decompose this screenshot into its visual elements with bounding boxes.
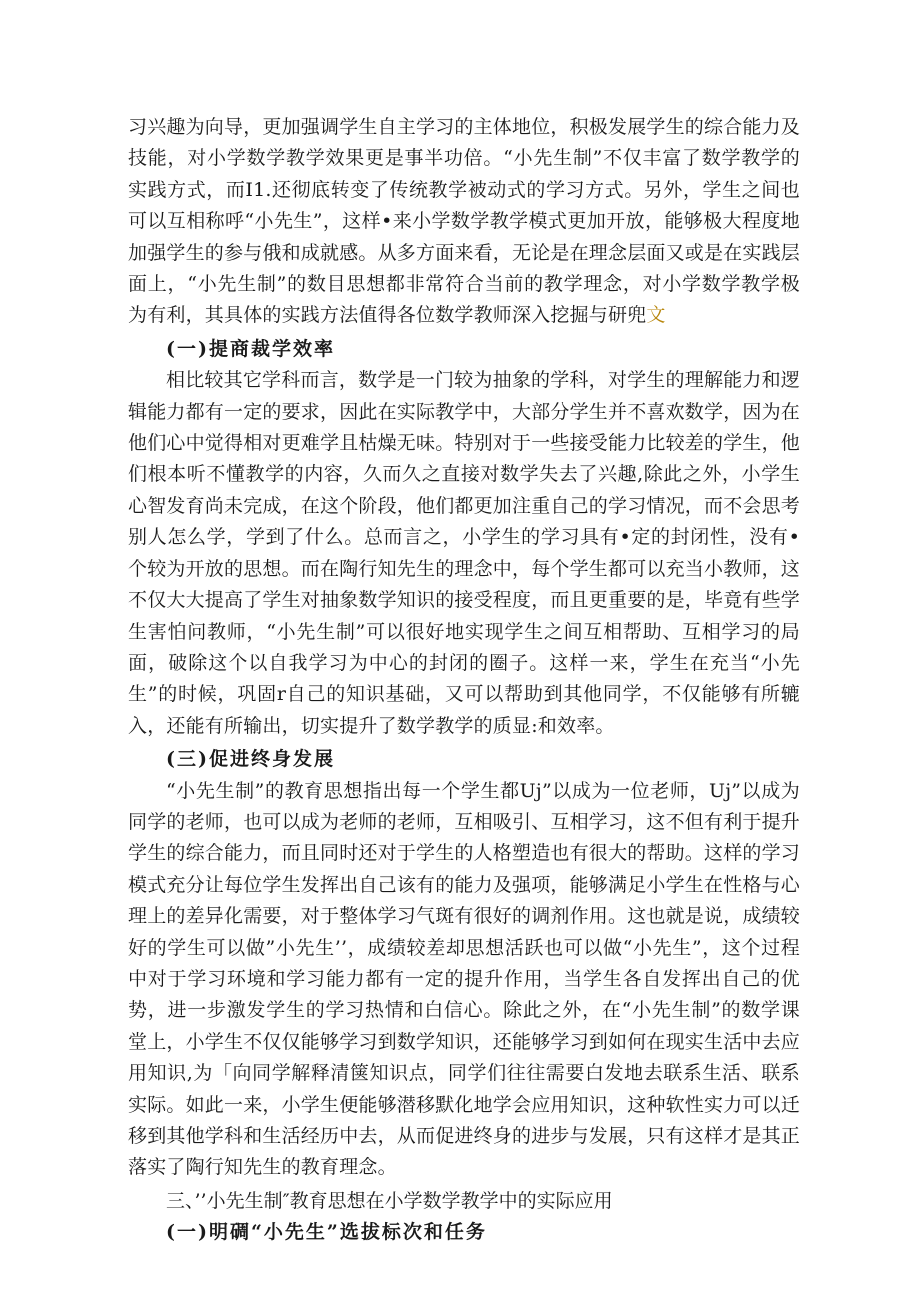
- chapter-heading-practical-application: 三、’’小先生制″教育思想在小学数学教学中的实际应用: [166, 1189, 613, 1212]
- document-page: [128, 112, 800, 1249]
- footnote-mark: 文: [646, 304, 666, 327]
- paragraph-efficiency: 相比较其它学科而言，数学是一门较为抽象的学科，对学生的理解能力和逻辑能力都有一定的要求，因此在实际教学中，大部分学生并不喜欢数学，因为在他们心中觉得相对更难学且枯燥无味。特别对于一些接受能力比较差的学生，他们根本听不懂教学的内容，久而久之直接对数学失去了兴趣,除此之外，小学生心智发育尚未完成，在这个阶段，他们都更加注重自己的学习情况，而不会思考别人怎么学，学到了什么。总而言之，小学生的学习具有•定的封闭性，没有•个较为开放的思想。而在陶行知先生的理念中，每个学生都可以充当小教师，这不仅大大提高了学生对抽象数学知识的接受程度，而且更重要的是，毕竟有些学生害怕问教师，“小先生制”可以很好地实现学生之间互相帮助、互相学习的局面，破除这个以自我学习为中心的封闭的圈子。这样一来，学生在充当“小先生”的时候，巩固r自己的知识基础，又可以帮助到其他同学，不仅能够有所辘入，还能有所输出，切实提升了数学教学的质显:和效率。: [128, 369, 801, 737]
- section-heading-lifelong-development: (三)促进终身发展: [166, 748, 335, 771]
- paragraph-lifelong-development: “小先生制”的教育思想指出每一个学生都Uj”以成为一位老师，Uj”以成为同学的老师，也可以成为老师的老师，互相吸引、互相学习，这不但有利于提升学生的综合能力，而且同时还对于学生的人格塑造也有很大的帮助。这样的学习模式充分让每位学生发挥出自己该有的能力及强项，能够满足小学生在性格与心理上的差异化需要，对于整体学习气斑有很好的调剂作用。这也就是说，成绩较好的学生可以做”小先生’’，成绩较差却思想活跃也可以做“小先生”，这个过程中对于学习环境和学习能力都有一定的提升作用，当学生各自发挥出自己的优势，进一步激发学生的学习热情和白信心。除此之外，在“小先生制”的数学课堂上，小学生不仅仅能够学习到数学知识，还能够学习到如何在现实生活中去应用知识,为「向同学解释清箧知识点，同学们往往需要白发地去联系生活、联系实际。如此一来，小学生便能够潜移默化地学会应用知识，这种软性实力可以迁移到其他学科和生活经历中去，从而促进终身的进步与发展，只有这样才是其正落实了陶行知先生的教育理念。: [128, 779, 801, 1179]
- paragraph-intro-continued: [128, 112, 800, 332]
- section-heading-improve-efficiency: (一)提商裁学效率: [166, 337, 335, 360]
- paragraph-intro-text: 习兴趣为向导，更加强调学生自主学习的主体地位，积极发展学生的综合能力及技能，对小学数学教学效果更是事半功倍。“小先生制”不仅丰富了数学教学的实践方式，而I1.还彻底转变了传统教学被动式的学习方式。另外，学生之间也可以互相称呼“小先生”，这样•来小学数学教学模式更加开放，能够极大程度地加强学生的参与俄和成就感。从多方面来看，无论是在理念层面又或是在实践层面上，“小先生制”的数目思想都非常符合当前的教学理念，对小学数学教学极为有利，其具体的实践方法值得各位数学教师深入挖掘与研兜: [128, 116, 801, 327]
- section-heading-selection-criteria: (一)明碉“小先生”选拔标次和任务: [166, 1221, 487, 1244]
